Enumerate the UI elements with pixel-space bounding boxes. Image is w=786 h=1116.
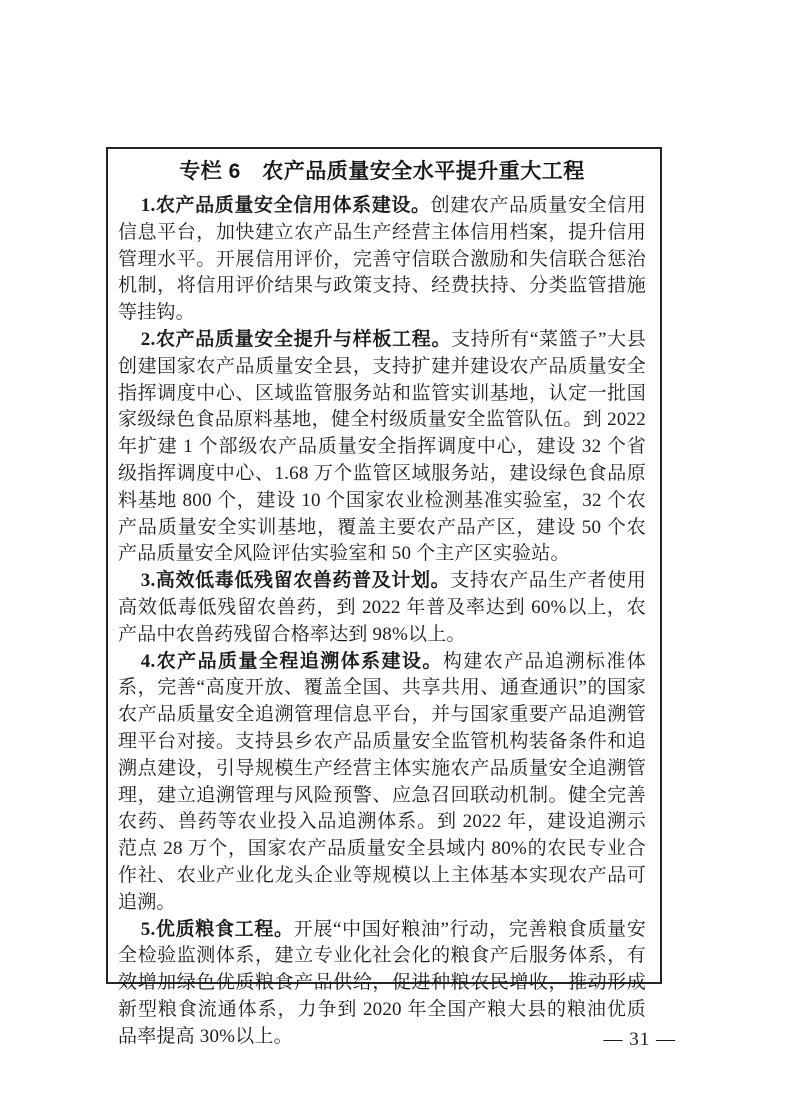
paragraph-quality-grain-project — [118, 917, 646, 1051]
paragraph-low-residue-plan — [118, 568, 646, 648]
paragraph-quality-upgrade-lead: 2.农产品质量安全提升与样板工程。 — [140, 328, 452, 350]
paragraph-quality-upgrade-body: 支持所有“菜篮子”大县创建国家农产品质量安全县，支持扩建并建设农产品质量安全指挥调度中心、区域监管服务站和监管实训基地，认定一批国家级绿色食品原料基地，健全村级质量安全监管队伍。到 2022 年扩建 1 个部级农产品质量安全指挥调度中心，建设 32 个省级指挥调度中心、1.68 万个监管区域服务站，建设绿色食品原料基地 800 个，建设 10 个国家农业检测基准实验室，32 个农产品质量安全实训基地，覆盖主要农产品产区，建设 50 个农产品质量安全风险评估实验室和 50 个主产区实验站。 — [118, 328, 646, 565]
paragraph-quality-grain-project-body: 开展“中国好粮油”行动，完善粮食质量安全检验监测体系，建立专业化社会化的粮食产后服务体系，有效增加绿色优质粮食产品供给，促进种粮农民增收，推动形成新型粮食流通体系，力争到 2020 年全国产粮大县的粮油优质品率提高 30%以上。 — [118, 918, 646, 1047]
paragraph-quality-upgrade — [118, 327, 646, 568]
panel-title: 专栏 6 农产品质量安全水平提升重大工程 — [179, 160, 585, 183]
paragraph-traceability-system-body: 构建农产品追溯标准体系，完善“高度开放、覆盖全国、共享共用、通查通识”的国家农产品质量安全追溯管理信息平台，并与国家重要产品追溯管理平台对接。支持县乡农产品质量安全监管机构装备条件和追溯点建设，引导规模生产经营主体实施农产品质量安全追溯管理，建立追溯管理与风险预警、应急召回联动机制。健全完善农药、兽药等农业投入品追溯体系。到 2022 年，建设追溯示范点 28 万个，国家农产品质量安全县域内 80%的农民专业合作社、农业产业化龙头企业等规模以上主体基本实现农产品可追溯。 — [118, 650, 646, 913]
paragraph-credit-system — [118, 193, 646, 327]
paragraph-credit-system-lead: 1.农产品质量安全信用体系建设。 — [140, 195, 431, 216]
paragraph-quality-grain-project-lead: 5.优质粮食工程。 — [140, 918, 294, 940]
paragraph-traceability-system-lead: 4.农产品质量全程追溯体系建设。 — [140, 650, 443, 672]
page-number: — 31 — — [603, 1029, 676, 1050]
paragraph-low-residue-plan-lead: 3.高效低毒低残留农兽药普及计划。 — [140, 570, 451, 592]
paragraph-credit-system-body: 创建农产品质量安全信用信息平台，加快建立农产品生产经营主体信用档案，提升信用管理水平。开展信用评价，完善守信联合激励和失信联合惩治机制，将信用评价结果与政策支持、经费扶持、分类监管措施等挂钩。 — [118, 195, 646, 324]
paragraph-low-residue-plan-body: 支持农产品生产者使用高效低毒低残留农兽药，到 2022 年普及率达到 60%以上，农产品中农兽药残留合格率达到 98%以上。 — [118, 570, 646, 645]
paragraph-traceability-system — [118, 649, 646, 917]
